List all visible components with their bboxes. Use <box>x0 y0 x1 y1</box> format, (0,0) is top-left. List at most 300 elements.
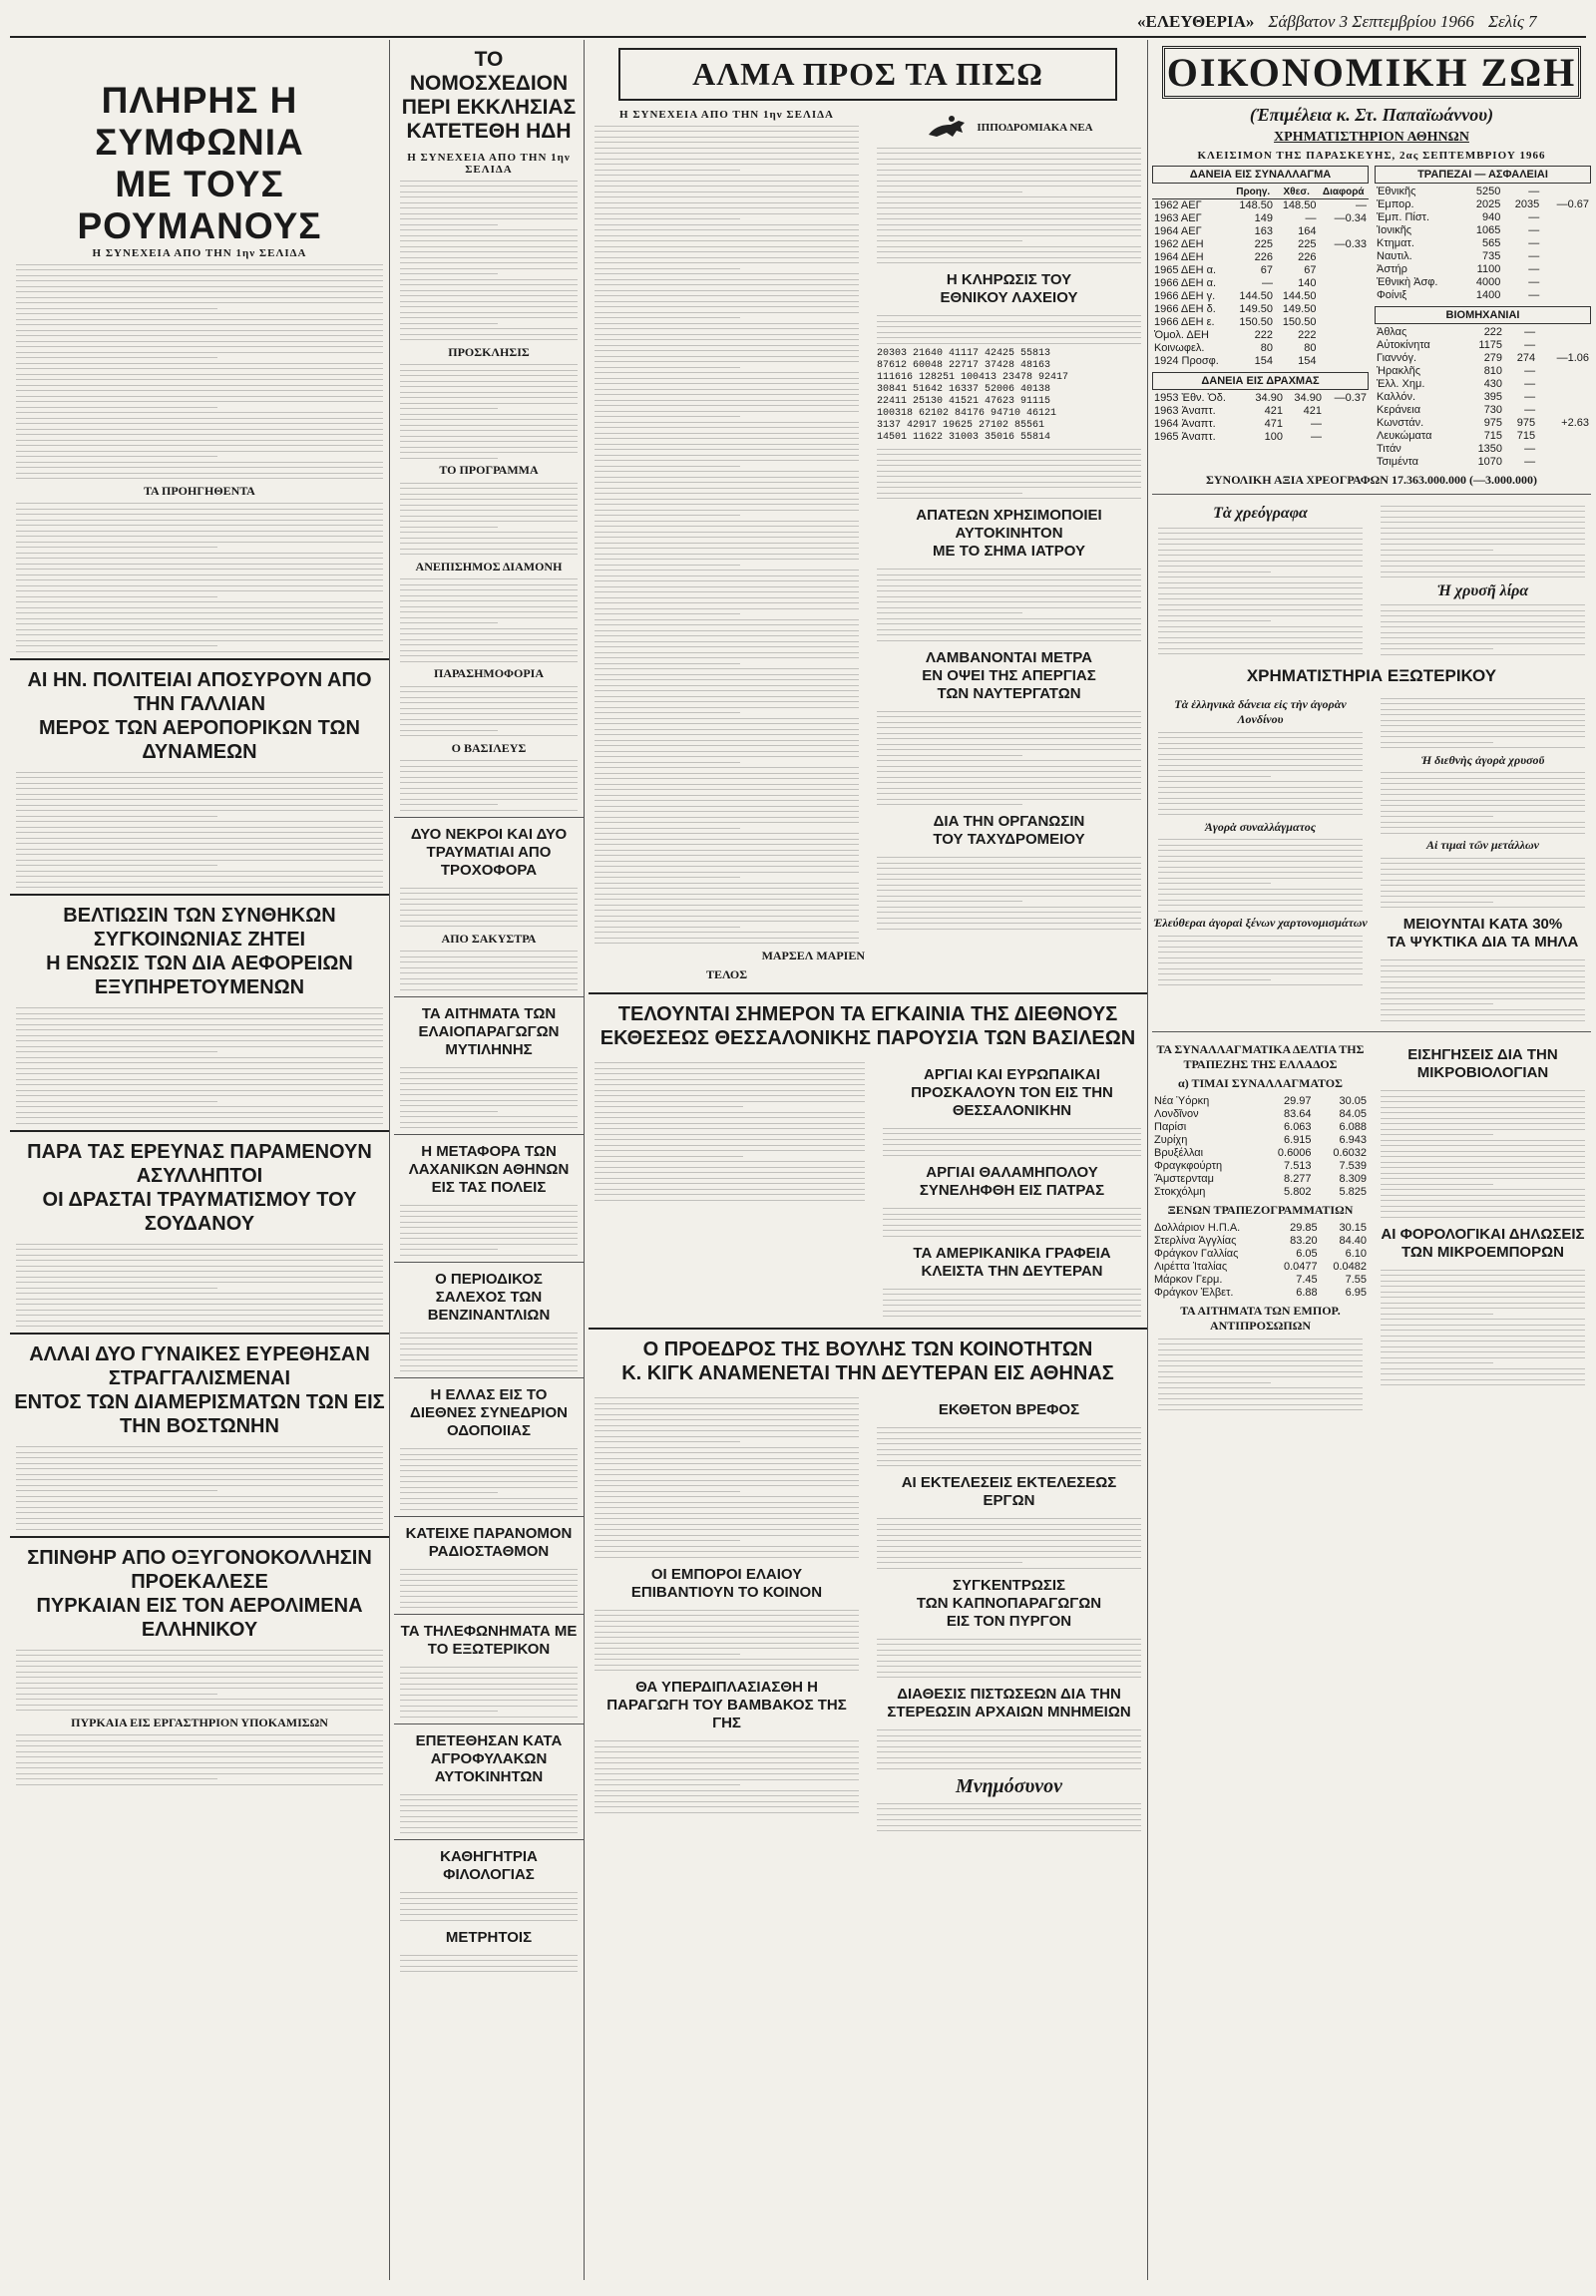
text-line <box>877 716 1141 717</box>
table-cell: 7.55 <box>1345 1274 1367 1286</box>
text-line <box>1158 653 1363 654</box>
text-line <box>595 734 859 735</box>
text-line <box>16 827 383 828</box>
text-line <box>400 1222 578 1223</box>
table-cell: Ναυτιλ. <box>1377 250 1412 262</box>
text-line <box>1158 648 1363 649</box>
text-line <box>400 262 578 263</box>
text-line <box>16 777 383 778</box>
text-line <box>1381 800 1585 801</box>
text-line <box>16 596 217 597</box>
table-cell: Παρίσι <box>1154 1121 1187 1133</box>
table-cell <box>1324 418 1369 431</box>
table-cell: 7.539 <box>1339 1160 1367 1172</box>
text-line <box>877 907 1141 908</box>
banknotes-table <box>1152 1222 1369 1300</box>
text-line <box>16 286 383 287</box>
text-line <box>400 1244 578 1245</box>
story-headline: ΤΑ ΑΙΤΗΜΑΤΑ ΤΩΝ ΕΛΑΙΟΠΑΡΑΓΩΓΩΝ ΜΥΤΙΛΗΝΗΣ <box>418 1004 560 1058</box>
text-line <box>595 1513 859 1514</box>
table-cell: 2025 <box>1475 198 1501 210</box>
text-line <box>877 863 1141 864</box>
article-text <box>1375 506 1591 578</box>
story-headline: ΑΡΓΙΑΙ ΚΑΙ ΕΥΡΩΠΑΙΚΑΙ ΠΡΟΣΚΑΛΟΥΝ ΤΟΝ ΕΙΣ ΤΗΝ ΘΕΣΣΑΛΟΝΙΚΗΝ <box>911 1065 1113 1119</box>
text-line <box>877 487 1141 488</box>
text-line <box>16 1244 383 1245</box>
text-line <box>16 1013 383 1014</box>
text-line <box>16 1463 383 1464</box>
text-line <box>595 213 859 214</box>
text-line <box>16 601 383 602</box>
table-cell <box>1318 329 1369 342</box>
text-line <box>877 1460 1141 1461</box>
text-line <box>595 1430 859 1431</box>
text-line <box>1381 1340 1585 1341</box>
text-line <box>400 1338 578 1339</box>
article-text <box>10 1244 389 1328</box>
text-line <box>400 1960 578 1961</box>
article-text <box>394 1448 584 1510</box>
text-line <box>1158 798 1363 799</box>
drachma-loan-row <box>1152 431 1369 444</box>
table-title: ΒΙΟΜΗΧΑΝΙΑΙ <box>1375 306 1591 324</box>
banknote-row <box>1152 1235 1369 1248</box>
text-line <box>877 738 1141 739</box>
text-line <box>400 1333 578 1334</box>
text-line <box>1381 981 1585 982</box>
text-line <box>595 943 859 944</box>
table-cell: 1966 ΔΕΗ ε. <box>1154 316 1215 328</box>
text-line <box>400 584 578 585</box>
table-cell: Κτηματ. <box>1377 237 1414 249</box>
text-line <box>16 623 383 624</box>
text-line <box>16 1084 383 1085</box>
text-line <box>1381 1009 1585 1010</box>
text-line <box>16 1277 383 1278</box>
text-line <box>883 1144 1141 1145</box>
text-line <box>400 639 578 640</box>
text-line <box>16 324 383 325</box>
table-cell: 975 <box>1516 417 1536 429</box>
text-line <box>1381 736 1585 737</box>
text-line <box>1158 593 1363 594</box>
section-subhead: ΠΡΟΣΚΛΗΣΙΣ <box>448 344 530 359</box>
text-line <box>595 1194 865 1195</box>
text-line <box>595 1145 865 1146</box>
article-text <box>871 1518 1147 1569</box>
story-headline: ΧΡΗΜΑΤΙΣΤΗΡΙΑ ΕΞΩΤΕΡΙΚΟΥ <box>1246 666 1497 685</box>
text-line <box>877 629 1141 630</box>
text-line <box>16 1040 383 1041</box>
story-headline: ΜΕΤΡΗΤΟΙΣ <box>445 1928 533 1946</box>
exchange-rate-row <box>1152 1147 1369 1160</box>
text-line <box>400 661 578 662</box>
text-line <box>1381 572 1585 573</box>
bank-row <box>1375 237 1591 250</box>
text-line <box>400 1083 578 1084</box>
lottery-row: 111616 128251 100413 23478 92417 <box>877 372 1069 383</box>
text-line <box>877 1454 1141 1455</box>
text-line <box>595 833 859 834</box>
text-line <box>16 429 383 430</box>
table-cell: 67 <box>1304 264 1317 276</box>
loan-row <box>1152 290 1369 303</box>
text-line <box>16 1271 383 1272</box>
text-line <box>1381 874 1585 875</box>
text-line <box>1381 1330 1585 1331</box>
table-cell: Τιτάν <box>1377 443 1401 455</box>
text-line <box>595 877 740 878</box>
text-line <box>877 326 1141 327</box>
text-line <box>400 1585 578 1586</box>
text-line <box>16 525 383 526</box>
text-line <box>16 542 383 543</box>
text-line <box>877 218 1141 219</box>
text-line <box>877 1650 1141 1651</box>
text-line <box>1381 1206 1585 1207</box>
table-cell: 430 <box>1483 378 1503 390</box>
table-title: ΔΑΝΕΙΑ ΕΙΣ ΔΡΑΧΜΑΣ <box>1152 372 1369 390</box>
text-line <box>16 887 383 888</box>
text-line <box>1158 850 1363 851</box>
text-line <box>1381 1151 1585 1152</box>
table-cell <box>1324 405 1369 418</box>
text-line <box>400 1089 578 1090</box>
table-cell: 226 <box>1298 251 1317 263</box>
section-subhead: ΠΥΡΚΑΙΑ ΕΙΣ ΕΡΓΑΣΤΗΡΙΟΝ ΥΠΟΚΑΜΙΣΩΝ <box>71 1715 328 1729</box>
text-line <box>883 1316 1141 1317</box>
text-line <box>16 531 383 532</box>
text-line <box>16 585 383 586</box>
text-line <box>877 262 1141 263</box>
story-headline: ΚΑΘΗΓΗΤΡΙΑ ΦΙΛΟΛΟΓΙΑΣ <box>440 1848 538 1883</box>
text-line <box>595 1762 859 1763</box>
column-4 <box>1152 40 1591 2280</box>
table-cell <box>1541 250 1591 263</box>
table-cell <box>1541 211 1591 224</box>
text-line <box>400 447 578 448</box>
text-line <box>877 1768 1141 1769</box>
text-line <box>16 1468 383 1469</box>
text-line <box>595 268 740 269</box>
text-line <box>595 433 859 434</box>
text-line <box>595 1463 859 1464</box>
text-line <box>400 1205 578 1206</box>
table-cell: 29.97 <box>1284 1095 1312 1107</box>
text-line <box>16 1315 383 1316</box>
text-line <box>877 1427 1141 1428</box>
text-line <box>877 454 1141 455</box>
exchange-rate-row <box>1152 1121 1369 1134</box>
table-cell: 148.50 <box>1282 199 1317 211</box>
text-line <box>400 290 578 291</box>
text-line <box>400 403 578 404</box>
table-cell: Γιαννόγ. <box>1377 352 1417 364</box>
table-cell: Λιρέττα Ἰταλίας <box>1154 1261 1228 1273</box>
text-line <box>595 186 859 187</box>
section-subhead: ΑΠΟ ΣΑΚΥΣΤΡΑ <box>441 931 537 946</box>
text-line <box>16 854 383 855</box>
text-line <box>1381 1308 1585 1309</box>
text-line <box>595 181 859 182</box>
loan-row <box>1152 251 1369 264</box>
text-line <box>16 1249 383 1250</box>
text-line <box>877 1740 1141 1741</box>
table-cell: 421 <box>1264 405 1283 417</box>
text-line <box>1381 533 1585 534</box>
text-line <box>595 839 859 840</box>
table-cell: 164 <box>1298 225 1317 237</box>
article-text <box>10 1446 389 1530</box>
text-line <box>877 493 1022 494</box>
table-cell: 6.05 <box>1296 1248 1318 1260</box>
text-line <box>595 295 859 296</box>
text-line <box>16 882 383 883</box>
text-line <box>16 1778 217 1779</box>
text-line <box>400 1492 498 1493</box>
section-subhead: Τὰ χρεόγραφα <box>1213 505 1308 522</box>
text-line <box>400 1509 578 1510</box>
text-line <box>595 499 859 500</box>
text-line <box>595 1139 865 1140</box>
text-line <box>1158 566 1363 567</box>
text-line <box>595 1095 865 1096</box>
text-line <box>400 549 578 550</box>
industry-row <box>1375 417 1591 430</box>
text-line <box>400 1717 578 1718</box>
table-cell: 34.90 <box>1294 392 1322 404</box>
text-line <box>16 1310 383 1311</box>
article-text <box>1152 732 1369 816</box>
text-line <box>595 690 859 691</box>
text-line <box>877 804 1022 805</box>
text-line <box>1158 894 1363 895</box>
story-headline: Μνημόσυνον <box>955 1774 1063 1797</box>
text-line <box>595 400 859 401</box>
text-line <box>1158 984 1363 985</box>
text-line <box>877 766 1141 767</box>
text-line <box>877 337 1141 338</box>
text-line <box>1158 555 1363 556</box>
text-line <box>595 1637 859 1638</box>
text-line <box>400 306 578 307</box>
text-line <box>595 455 859 456</box>
text-line <box>877 1644 1141 1645</box>
text-line <box>595 806 859 807</box>
text-line <box>877 186 1141 187</box>
text-line <box>16 1529 383 1530</box>
text-line <box>16 423 383 424</box>
text-line <box>16 553 383 554</box>
text-line <box>595 1632 859 1633</box>
text-line <box>595 619 859 620</box>
text-line <box>877 711 1141 712</box>
article-text <box>589 1740 865 1813</box>
text-line <box>16 390 383 391</box>
text-line <box>16 1734 383 1735</box>
text-line <box>595 1784 740 1785</box>
text-line <box>16 1773 383 1774</box>
text-line <box>1158 979 1271 980</box>
text-line <box>877 868 1141 869</box>
text-line <box>1158 737 1363 738</box>
total-value: ΣΥΝΟΛΙΚΗ ΑΞΙΑ ΧΡΕΟΓΡΑΦΩΝ 17.363.000.000 (—3.000.000) <box>1206 473 1537 487</box>
text-line <box>400 334 578 335</box>
table-cell <box>1537 443 1591 456</box>
text-line <box>1381 544 1585 545</box>
text-line <box>1381 1184 1493 1185</box>
text-line <box>595 888 859 889</box>
industry-row <box>1375 326 1591 339</box>
text-line <box>877 793 1141 794</box>
text-line <box>877 170 1141 171</box>
text-line <box>877 1655 1141 1656</box>
text-line <box>400 181 578 182</box>
text-line <box>16 357 217 358</box>
industry-row <box>1375 430 1591 443</box>
text-line <box>400 240 578 241</box>
text-line <box>595 1654 740 1655</box>
text-line <box>883 1219 1141 1220</box>
text-line <box>595 1123 865 1124</box>
industry-row <box>1375 339 1591 352</box>
text-line <box>400 595 578 596</box>
table-cell: 1962 ΑΕΓ <box>1154 199 1202 211</box>
text-line <box>1381 1336 1585 1337</box>
text-line <box>877 923 1141 924</box>
text-line <box>877 1449 1141 1450</box>
text-line <box>1381 992 1585 993</box>
table-cell: +2.63 <box>1561 417 1589 429</box>
text-line <box>1158 754 1363 755</box>
table-cell: 149 <box>1254 212 1273 224</box>
article-text <box>394 181 584 341</box>
text-line <box>1381 1178 1585 1179</box>
table-cell: 730 <box>1483 404 1503 416</box>
text-line <box>877 471 1141 472</box>
text-line <box>400 1805 578 1806</box>
table-cell: Φραγκφούρτη <box>1154 1160 1223 1172</box>
article-text <box>1152 1339 1369 1411</box>
lottery-row: 22411 25130 41521 47623 91115 <box>877 396 1051 407</box>
table-cell <box>1537 339 1591 352</box>
text-line <box>400 1249 498 1250</box>
article-text <box>589 1610 865 1672</box>
text-line <box>400 578 578 579</box>
text-line <box>595 1150 865 1151</box>
article-text <box>10 1734 389 1785</box>
text-line <box>1158 883 1271 884</box>
text-line <box>16 451 383 452</box>
table-cell: 6.10 <box>1345 1248 1367 1260</box>
text-line <box>400 1105 578 1106</box>
text-line <box>595 137 859 138</box>
text-line <box>1158 582 1363 583</box>
text-line <box>400 983 578 984</box>
section-subhead: Αἱ τιμαὶ τῶν μετάλλων <box>1425 838 1540 852</box>
text-line <box>595 372 859 373</box>
table-cell: — <box>1528 186 1540 197</box>
text-line <box>16 536 383 537</box>
industries-table <box>1375 326 1591 469</box>
article-text <box>394 1667 584 1718</box>
text-line <box>595 861 859 862</box>
table-cell: 83.20 <box>1290 1235 1318 1247</box>
article-text <box>394 1067 584 1129</box>
text-line <box>595 910 859 911</box>
text-line <box>16 445 383 446</box>
text-line <box>16 788 383 789</box>
text-line <box>400 1914 578 1915</box>
text-line <box>1158 626 1363 627</box>
text-line <box>595 570 859 571</box>
text-line <box>16 1457 383 1458</box>
text-line <box>1381 1211 1585 1212</box>
text-line <box>16 308 217 309</box>
text-line <box>877 465 1141 466</box>
table-cell <box>1541 276 1591 289</box>
text-line <box>595 378 859 379</box>
text-line <box>16 876 383 877</box>
text-line <box>400 972 578 973</box>
table-cell: 1963 ΑΕΓ <box>1154 212 1202 224</box>
text-line <box>595 438 859 439</box>
text-line <box>595 257 859 258</box>
text-line <box>595 921 859 922</box>
table-cell: 1400 <box>1475 289 1501 301</box>
table-cell: 471 <box>1264 418 1283 430</box>
text-line <box>1158 533 1363 534</box>
text-line <box>16 379 383 380</box>
text-line <box>883 1300 1141 1301</box>
text-line <box>877 1661 1141 1662</box>
text-line <box>595 1551 859 1552</box>
table-cell: — <box>1524 404 1536 416</box>
article-text <box>394 483 584 556</box>
text-line <box>877 1551 1141 1552</box>
text-line <box>877 1529 1141 1530</box>
story-headline: ΜΕΙΟΥΝΤΑΙ ΚΑΤΑ 30% ΤΑ ΨΥΚΤΙΚΑ ΔΙΑ ΤΑ ΜΗΛΑ <box>1387 916 1579 951</box>
text-line <box>16 1661 383 1662</box>
text-line <box>595 1610 859 1611</box>
text-line <box>1158 637 1363 638</box>
text-line <box>595 548 859 549</box>
text-line <box>1381 998 1585 999</box>
text-line <box>400 207 578 208</box>
text-line <box>877 164 1141 165</box>
text-line <box>1158 1371 1363 1372</box>
text-line <box>595 312 859 313</box>
text-line <box>595 751 859 752</box>
text-line <box>1381 869 1585 870</box>
text-line <box>595 1425 859 1426</box>
table-cell: 34.90 <box>1255 392 1283 404</box>
table-cell: Ἰονικῆς <box>1377 224 1412 236</box>
text-line <box>1381 1134 1493 1135</box>
text-line <box>16 1282 383 1283</box>
industry-row <box>1375 352 1591 365</box>
table-cell: — <box>1528 224 1540 236</box>
table-cell: — <box>1528 263 1540 275</box>
text-line <box>883 1155 1141 1156</box>
table-cell: Ἐμπ. Πίστ. <box>1377 211 1430 223</box>
text-line <box>1381 794 1585 795</box>
text-line <box>595 1073 865 1074</box>
text-line <box>595 723 859 724</box>
text-line <box>595 1161 865 1162</box>
text-line <box>595 707 859 708</box>
text-line <box>877 207 1141 208</box>
